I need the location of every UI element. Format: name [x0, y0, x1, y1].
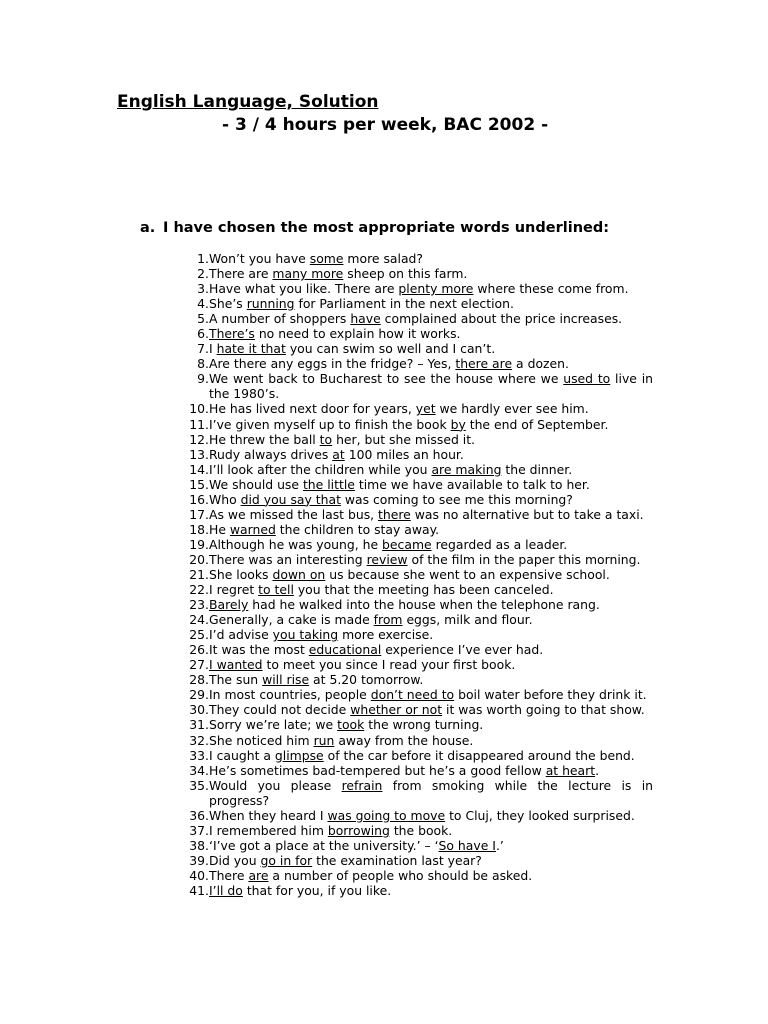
list-item-text [209, 492, 653, 507]
list-item-text [209, 717, 653, 732]
list-item-number-text: 18. [189, 521, 209, 537]
sentence-text: complained about the price increases. [380, 311, 623, 327]
underlined-answer: from [373, 612, 403, 628]
list-item-number [181, 582, 209, 597]
list-item-number [181, 401, 209, 416]
list-item-text [209, 552, 653, 567]
list-item-number-text: 23. [189, 597, 209, 613]
list-item-text [209, 702, 653, 717]
list-item [181, 717, 653, 732]
sentence-text: . [595, 762, 600, 778]
list-item [181, 296, 653, 311]
underlined-answer: run [313, 732, 335, 748]
list-item-text [209, 341, 653, 356]
sentence-text: to meet you since I read your first book. [262, 657, 516, 673]
list-item-text [209, 417, 653, 432]
sentence-text: the children to stay away. [275, 521, 440, 537]
list-item-number-text: 28. [189, 672, 209, 688]
list-item-number [181, 733, 209, 748]
underlined-answer: are making [431, 461, 502, 477]
document-title: English Language, Solution [117, 92, 379, 112]
list-item [181, 883, 653, 898]
sentence-text: away from the house. [334, 732, 474, 748]
section-heading [140, 219, 609, 237]
list-item-number [181, 507, 209, 522]
sentence-text: from smoking while the lecture is in progress? [209, 777, 654, 808]
underlined-answer: the little [302, 476, 355, 492]
list-item-number-text: 35. [189, 777, 209, 793]
list-item [181, 432, 653, 447]
list-item [181, 823, 653, 838]
underlined-answer: warned [229, 521, 276, 537]
sentence-text: We should use [209, 476, 303, 492]
sentence-text: The sun [209, 672, 263, 688]
list-item-number [181, 642, 209, 657]
sentence-text: of the car before it disappeared around the bend. [323, 747, 635, 763]
underlined-answer: So have I [438, 837, 496, 853]
list-item-number-text: 39. [189, 852, 209, 868]
sentence-text: I remembered him [209, 822, 328, 838]
list-item-text [209, 823, 653, 838]
list-item-number-text: 6. [197, 326, 209, 342]
underlined-answer: there [378, 506, 411, 522]
sentence-text: for Parliament in the next election. [294, 296, 514, 312]
sentence-text: a number of people who should be asked. [268, 867, 533, 883]
section-letter: a. [140, 220, 156, 236]
underlined-answer: don’t need to [370, 687, 455, 703]
sentence-text: Are there any eggs in the fridge? – Yes, [209, 356, 456, 372]
list-item-number-text: 36. [189, 807, 209, 823]
list-item-number [181, 838, 209, 853]
sentence-text: a dozen. [512, 356, 569, 372]
list-item [181, 492, 653, 507]
sentence-text: experience I’ve ever had. [381, 642, 544, 658]
list-item [181, 552, 653, 567]
list-item-number [181, 597, 209, 612]
list-item-text [209, 838, 653, 853]
underlined-answer: I’ll do [209, 882, 243, 898]
list-item-number [181, 883, 209, 898]
list-item-text [209, 537, 653, 552]
sentence-text: I’d advise [209, 627, 273, 643]
list-item-number-text: 1. [197, 251, 209, 266]
underlined-answer: many more [272, 266, 344, 282]
list-item-number [181, 417, 209, 432]
sentence-text: of the film in the paper this morning. [407, 551, 641, 567]
underlined-answer: review [366, 551, 408, 567]
list-item [181, 401, 653, 416]
list-item-number-text: 16. [189, 491, 209, 507]
list-item-text [209, 266, 653, 281]
list-item-text [209, 311, 653, 326]
sentence-text: .’ [495, 837, 504, 853]
sentence-text: live in the 1980’s. [209, 371, 653, 402]
underlined-answer: There’s [209, 326, 255, 342]
sentence-text: A number of shoppers [209, 311, 351, 327]
list-item-text [209, 733, 653, 748]
list-item [181, 371, 653, 401]
list-item [181, 341, 653, 356]
answer-list [181, 251, 653, 898]
underlined-answer: I wanted [209, 657, 263, 673]
underlined-answer: at heart [545, 762, 596, 778]
sentence-text: 100 miles an hour. [344, 446, 464, 462]
sentence-text: had he walked into the house when the telephone rang. [248, 597, 600, 613]
sentence-text: ‘I’ve got a place at the university.’ – ‘ [209, 837, 439, 853]
sentence-text: the book. [389, 822, 453, 838]
list-item-number [181, 266, 209, 281]
list-item-text [209, 507, 653, 522]
list-item-number-text: 8. [197, 356, 209, 372]
list-item-number [181, 717, 209, 732]
list-item-text [209, 447, 653, 462]
list-item-text [209, 296, 653, 311]
list-item-number [181, 778, 209, 793]
underlined-answer: to tell [258, 582, 294, 598]
list-item-number [181, 537, 209, 552]
list-item [181, 251, 653, 266]
list-item-text [209, 371, 653, 401]
list-item-number-text: 38. [189, 837, 209, 853]
sentence-text: Who [209, 491, 241, 507]
list-item-number [181, 356, 209, 371]
list-item [181, 326, 653, 341]
sentence-text: sheep on this farm. [343, 266, 468, 282]
list-item-text [209, 657, 653, 672]
sentence-text: the dinner. [501, 461, 573, 477]
list-item-text [209, 251, 653, 266]
list-item [181, 763, 653, 778]
list-item-text [209, 522, 653, 537]
list-item-number [181, 296, 209, 311]
list-item-number-text: 26. [189, 642, 209, 658]
sentence-text: the end of September. [465, 416, 609, 432]
list-item-number [181, 522, 209, 537]
list-item-number-text: 9. [197, 371, 209, 387]
underlined-answer: at [332, 446, 345, 462]
list-item-number [181, 687, 209, 702]
list-item-text [209, 763, 653, 778]
list-item-number-text: 15. [189, 476, 209, 492]
list-item [181, 507, 653, 522]
underlined-answer: down on [272, 566, 326, 582]
list-item [181, 853, 653, 868]
sentence-text: It was the most [209, 642, 309, 658]
list-item [181, 281, 653, 296]
list-item-text [209, 672, 653, 687]
list-item-number-text: 34. [189, 762, 209, 778]
underlined-answer: did you say that [240, 491, 341, 507]
list-item-number-text: 31. [189, 717, 209, 733]
sentence-text: was coming to see me this morning? [340, 491, 573, 507]
list-item [181, 868, 653, 883]
underlined-answer: was going to move [327, 807, 446, 823]
list-item-number [181, 432, 209, 447]
list-item-number [181, 808, 209, 823]
underlined-answer: you taking [272, 627, 339, 643]
list-item [181, 266, 653, 281]
list-item-number [181, 326, 209, 341]
underlined-answer: are [248, 867, 269, 883]
underlined-answer: whether or not [350, 702, 443, 718]
list-item-number [181, 868, 209, 883]
list-item-number [181, 657, 209, 672]
underlined-answer: have [350, 311, 381, 327]
list-item-text [209, 868, 653, 883]
sentence-text: eggs, milk and flour. [402, 612, 533, 628]
list-item [181, 522, 653, 537]
list-item [181, 477, 653, 492]
list-item-number-text: 10. [189, 401, 209, 417]
list-item-number [181, 341, 209, 356]
list-item-number [181, 853, 209, 868]
list-item [181, 838, 653, 853]
list-item [181, 417, 653, 432]
list-item-number-text: 11. [189, 416, 209, 432]
list-item-number-text: 7. [197, 341, 209, 357]
list-item [181, 597, 653, 612]
list-item-number-text: 37. [189, 822, 209, 838]
list-item [181, 748, 653, 763]
list-item-text [209, 627, 653, 642]
sentence-text: the examination last year? [312, 852, 482, 868]
sentence-text: Have what you like. There are [209, 281, 399, 297]
list-item-number-text: 14. [189, 461, 209, 477]
list-item [181, 582, 653, 597]
list-item-number-text: 40. [189, 867, 209, 883]
sentence-text: Rudy always drives [209, 446, 333, 462]
sentence-text: to Cluj, they looked surprised. [445, 807, 635, 823]
underlined-answer: became [382, 536, 432, 552]
underlined-answer: refrain [341, 777, 383, 793]
list-item-number [181, 477, 209, 492]
list-item-number-text: 29. [189, 687, 209, 703]
sentence-text: We went back to Bucharest to see the house where we [209, 371, 564, 387]
list-item-number [181, 763, 209, 778]
list-item-number [181, 672, 209, 687]
list-item-number-text: 24. [189, 612, 209, 628]
underlined-answer: used to [563, 371, 611, 387]
sentence-text: She noticed him [209, 732, 314, 748]
list-item-text [209, 808, 653, 823]
list-item-number-text: 12. [189, 431, 209, 447]
list-item-number-text: 41. [189, 882, 209, 898]
underlined-answer: running [246, 296, 295, 312]
sentence-text: boil water before they drink it. [454, 687, 647, 703]
list-item-number-text: 30. [189, 702, 209, 718]
sentence-text: I [209, 341, 217, 357]
list-item [181, 672, 653, 687]
list-item-number [181, 311, 209, 326]
list-item [181, 567, 653, 582]
list-item [181, 537, 653, 552]
sentence-text: it was worth going to that show. [442, 702, 645, 718]
list-item-number [181, 492, 209, 507]
list-item [181, 733, 653, 748]
underlined-answer: plenty more [398, 281, 474, 297]
list-item-text [209, 401, 653, 416]
sentence-text: that for you, if you like. [242, 882, 392, 898]
list-item-number [181, 462, 209, 477]
list-item-number [181, 371, 209, 386]
sentence-text: we hardly ever see him. [435, 401, 589, 417]
list-item-number-text: 2. [197, 266, 209, 282]
list-item-text [209, 477, 653, 492]
underlined-answer: will rise [262, 672, 310, 688]
list-item-number [181, 251, 209, 266]
sentence-text: I regret [209, 582, 259, 598]
sentence-text: no need to explain how it works. [254, 326, 461, 342]
sentence-text: In most countries, people [209, 687, 371, 703]
list-item-text [209, 326, 653, 341]
sentence-text: They could not decide [209, 702, 351, 718]
underlined-answer: go in for [260, 852, 313, 868]
list-item [181, 687, 653, 702]
list-item [181, 657, 653, 672]
list-item-text [209, 597, 653, 612]
sentence-text: was no alternative but to take a taxi. [410, 506, 644, 522]
list-item-text [209, 432, 653, 447]
underlined-answer: Barely [209, 597, 249, 613]
list-item-number [181, 823, 209, 838]
list-item-text [209, 883, 653, 898]
sentence-text: you can swim so well and I can’t. [285, 341, 496, 357]
list-item-number-text: 4. [197, 296, 209, 312]
sentence-text: There was an interesting [209, 551, 367, 567]
sentence-text: more exercise. [338, 627, 434, 643]
list-item-text [209, 281, 653, 296]
list-item-number [181, 281, 209, 296]
sentence-text: Would you please [209, 777, 342, 793]
sentence-text: Generally, a cake is made [209, 612, 374, 628]
sentence-text: time we have available to talk to her. [354, 476, 590, 492]
sentence-text: I’ve given myself up to finish the book [209, 416, 451, 432]
list-item [181, 702, 653, 717]
sentence-text: There are [209, 266, 273, 282]
sentence-text: at 5.20 tomorrow. [309, 672, 424, 688]
list-item-number-text: 13. [189, 446, 209, 462]
list-item-number-text: 17. [189, 506, 209, 522]
list-item-number-text: 5. [197, 311, 209, 327]
list-item-text [209, 462, 653, 477]
list-item [181, 356, 653, 371]
list-item [181, 612, 653, 627]
underlined-answer: some [309, 251, 344, 266]
sentence-text: I caught a [209, 747, 275, 763]
list-item [181, 808, 653, 823]
list-item-text [209, 567, 653, 582]
list-item-text [209, 778, 653, 808]
list-item-number [181, 447, 209, 462]
list-item-text [209, 748, 653, 763]
list-item-number-text: 25. [189, 627, 209, 643]
list-item-number [181, 702, 209, 717]
list-item-text [209, 582, 653, 597]
sentence-text: He [209, 521, 230, 537]
sentence-text: Although he was young, he [209, 536, 383, 552]
list-item-number [181, 612, 209, 627]
document-subtitle: - 3 / 4 hours per week, BAC 2002 - [222, 115, 549, 135]
underlined-answer: took [337, 717, 365, 733]
sentence-text: us because she went to an expensive school. [325, 566, 610, 582]
sentence-text: He’s sometimes bad-tempered but he’s a good fellow [209, 762, 546, 778]
sentence-text: He has lived next door for years, [209, 401, 416, 417]
list-item [181, 778, 653, 808]
section-heading-text: I have chosen the most appropriate words underlined: [163, 220, 610, 236]
list-item-number-text: 33. [189, 747, 209, 763]
list-item-text [209, 853, 653, 868]
list-item [181, 627, 653, 642]
underlined-answer: there are [455, 356, 513, 372]
underlined-answer: hate it that [216, 341, 286, 357]
list-item-number-text: 19. [189, 536, 209, 552]
list-item [181, 642, 653, 657]
sentence-text: her, but she missed it. [332, 431, 475, 447]
sentence-text: When they heard I [209, 807, 328, 823]
list-item-number-text: 32. [189, 732, 209, 748]
list-item-text [209, 642, 653, 657]
list-item-number-text: 20. [189, 551, 209, 567]
sentence-text: He threw the ball [209, 431, 320, 447]
list-item [181, 462, 653, 477]
sentence-text: you that the meeting has been canceled. [293, 582, 554, 598]
list-item-text [209, 356, 653, 371]
sentence-text: I’ll look after the children while you [209, 461, 432, 477]
list-item-text [209, 612, 653, 627]
sentence-text: Did you [209, 852, 261, 868]
list-item-number [181, 748, 209, 763]
underlined-answer: borrowing [327, 822, 390, 838]
list-item-text [209, 687, 653, 702]
list-item-number-text: 22. [189, 582, 209, 598]
sentence-text: the wrong turning. [364, 717, 484, 733]
sentence-text: Sorry we’re late; we [209, 717, 338, 733]
sentence-text: There [209, 867, 249, 883]
sentence-text: She’s [209, 296, 247, 312]
list-item-number [181, 627, 209, 642]
sentence-text: As we missed the last bus, [209, 506, 379, 522]
sentence-text: more salad? [343, 251, 423, 266]
list-item-number [181, 552, 209, 567]
list-item-number-text: 3. [197, 281, 209, 297]
list-item-number-text: 21. [189, 566, 209, 582]
underlined-answer: glimpse [274, 747, 324, 763]
sentence-text: regarded as a leader. [431, 536, 568, 552]
list-item [181, 311, 653, 326]
list-item-number [181, 567, 209, 582]
sentence-text: Won’t you have [209, 251, 310, 266]
list-item-number-text: 27. [189, 657, 209, 673]
sentence-text: She looks [209, 566, 273, 582]
list-item [181, 447, 653, 462]
underlined-answer: yet [415, 401, 436, 417]
underlined-answer: to [319, 431, 333, 447]
underlined-answer: educational [308, 642, 382, 658]
sentence-text: where these come from. [473, 281, 629, 297]
underlined-answer: by [450, 416, 466, 432]
